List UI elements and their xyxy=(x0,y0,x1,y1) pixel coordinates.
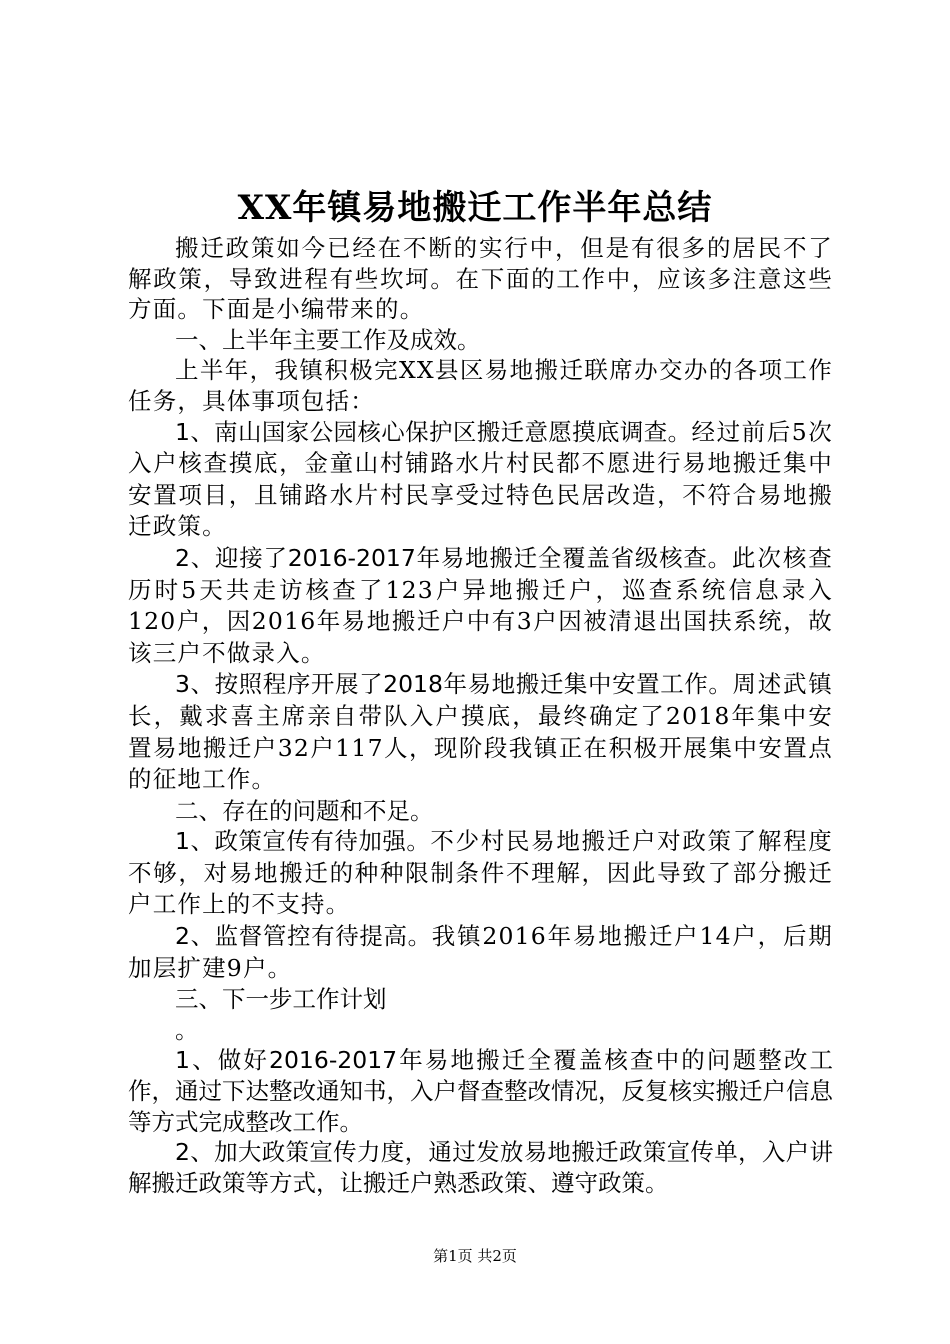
item-2-1-body: 不少村民易地搬迁户对政策了解程度不够，对易地搬迁的种种限制条件不理解，因此导致了部分搬迁户工作上的不支持。 xyxy=(128,827,833,919)
item-1-1-head: 1、南山国家公园核心保护区搬迁意愿摸底调查。 xyxy=(175,417,692,446)
document-title: XX年镇易地搬迁工作半年总结 xyxy=(237,188,713,228)
item-1-3-head: 3、按照程序开展了2018年易地搬迁集中安置工作。 xyxy=(175,670,733,699)
item-2-2-body: 我镇2016年易地搬迁户14户，后期加层扩建9户。 xyxy=(128,922,834,982)
item-2-2 xyxy=(128,921,833,984)
item-1-1 xyxy=(128,417,833,543)
section-1-intro: 上半年，我镇积极完XX县区易地搬迁联席办交办的各项工作任务，具体事项包括： xyxy=(128,356,833,415)
item-1-2-head: 2、迎接了2016-2017年易地搬迁全覆盖省级核查。 xyxy=(175,543,732,572)
item-1-1-body: 经过前后5次入户核查摸底，金童山村铺路水片村民都不愿进行易地搬迁集中安置项目，且铺路水片村民享受过特色民居改造，不符合易地搬迁政策。 xyxy=(128,417,833,541)
item-2-2-head: 2、监督管控有待提高。 xyxy=(175,922,432,951)
item-2-1-head: 1、政策宣传有待加强。 xyxy=(175,827,431,856)
section-2-heading: 二、存在的问题和不足。 xyxy=(175,796,434,825)
item-1-2 xyxy=(128,543,833,669)
item-1-2-body: 此次核查历时5天共走访核查了123户异地搬迁户，巡查系统信息录入120户，因2016年易地搬迁户中有3户因被清退出国扶系统，故该三户不做录入。 xyxy=(128,543,833,667)
section-1-heading: 一、上半年主要工作及成效。 xyxy=(175,325,481,354)
item-1-3 xyxy=(128,669,833,795)
section-3-heading: 三、下一步工作计划 xyxy=(175,985,387,1014)
item-2-1 xyxy=(128,826,833,921)
item-3-1: 1、做好2016-2017年易地搬迁全覆盖核查中的问题整改工作，通过下达整改通知书，入户督查整改情况，反复核实搬迁户信息等方式完成整改工作。 xyxy=(128,1046,833,1136)
page-footer: 第1页 共2页 xyxy=(433,1247,517,1265)
intro-paragraph: 搬迁政策如今已经在不断的实行中，但是有很多的居民不了解政策，导致进程有些坎坷。在下面的工作中，应该多注意这些方面。下面是小编带来的。 xyxy=(128,234,833,324)
item-3-2: 2、加大政策宣传力度，通过发放易地搬迁政策宣传单，入户讲解搬迁政策等方式，让搬迁户熟悉政策、遵守政策。 xyxy=(128,1138,833,1197)
section-3-dot: 。 xyxy=(175,1015,200,1044)
document-body xyxy=(128,233,833,1198)
item-1-3-body: 周述武镇长，戴求喜主席亲自带队入户摸底，最终确定了2018年集中安置易地搬迁户32户117人，现阶段我镇正在积极开展集中安置点的征地工作。 xyxy=(128,670,833,794)
